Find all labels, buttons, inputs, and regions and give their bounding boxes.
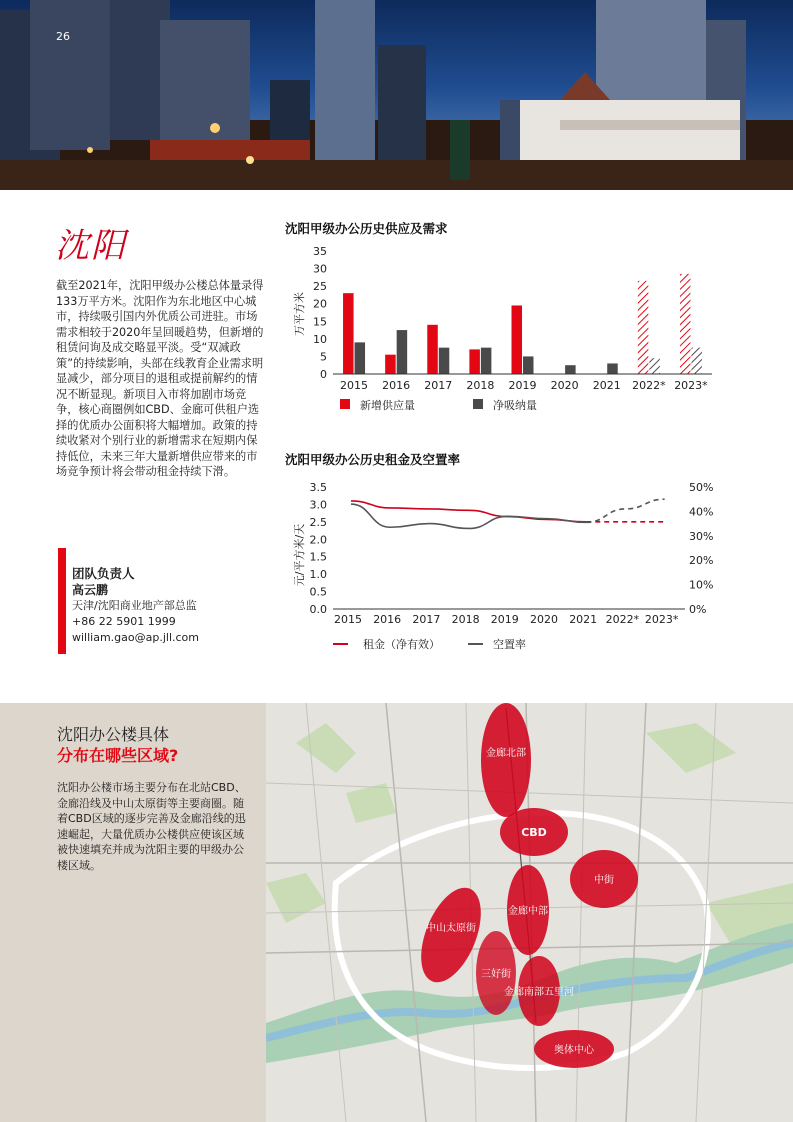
shenyang-office-map: [266, 703, 793, 1122]
chart1-ytick-label: 35: [313, 245, 327, 258]
chart1-bar-supply-2019: [512, 305, 523, 374]
chart1-xtick-label: 2016: [382, 379, 411, 392]
chart2-ytick-label: 1.0: [309, 568, 327, 582]
chart2-line-vacancy: [351, 504, 586, 528]
zone-label-olympic-center: 奥体中心: [554, 1045, 594, 1056]
chart1-xtick-label: 2020: [550, 379, 579, 392]
chart2-xtick-label: 2018: [451, 613, 480, 626]
chart2-title: 沈阳甲级办公历史租金及空置率: [285, 452, 461, 467]
zone-label-cbd: CBD: [521, 826, 547, 839]
map-canvas: [266, 703, 793, 1122]
zone-label-golden-corridor-north: 金廊北部: [486, 748, 526, 759]
chart1-bar-supply-2015: [343, 293, 354, 374]
section-title: 沈阳: [55, 226, 127, 266]
chart2-ylabel: 元/平方米/天: [293, 523, 306, 587]
chart1-bar-supply-2018: [469, 349, 480, 374]
chart1-xtick-label: 2021: [592, 379, 621, 392]
chart2-y2tick-label: 50%: [689, 481, 714, 494]
chart1-ytick-label: 30: [313, 262, 327, 276]
legend-label-rent: 租金（净有效）: [363, 638, 440, 651]
chart2-xtick-label: 2021: [569, 613, 598, 626]
zone-label-golden-corridor-south: 金廊南部五里河: [504, 987, 574, 998]
chart2-xtick-label: 2015: [334, 613, 362, 626]
chart1-bar-absorption-2019: [523, 356, 534, 374]
zone-label-zhongshan-taiyuan: 中山太原街: [426, 923, 476, 934]
team-lead-phone: +86 22 5901 1999: [72, 615, 176, 628]
chart2-line-rent: [351, 501, 586, 522]
chart1-bar-absorption-2023*: [691, 348, 702, 374]
legend-swatch-supply: [340, 399, 350, 409]
legend-label-absorption: 净吸纳量: [493, 399, 537, 412]
map-section-question-line1: 沈阳办公楼具体: [57, 725, 170, 744]
chart1-title: 沈阳甲级办公历史供应及需求: [285, 221, 448, 236]
zone-label-golden-corridor-central: 金廊中部: [508, 906, 548, 917]
team-accent-bar: [58, 548, 66, 654]
legend-swatch-absorption: [473, 399, 483, 409]
chart1-bar-absorption-2021: [607, 363, 618, 374]
legend-label-vacancy: 空置率: [493, 638, 526, 651]
team-lead-name: 高云鹏: [72, 583, 109, 597]
chart2-xtick-label: 2020: [530, 613, 558, 626]
team-lead-email[interactable]: william.gao@ap.jll.com: [72, 631, 200, 644]
chart2-xtick-label: 2019: [490, 613, 519, 626]
chart1-ytick-label: 25: [313, 280, 327, 294]
chart2-ytick-label: 2.5: [309, 515, 327, 529]
chart1-ytick-label: 20: [313, 297, 327, 311]
zone-label-sanhaojie: 三好街: [481, 969, 511, 980]
chart1-bar-absorption-2018: [481, 348, 492, 374]
chart1-ytick-label: 0: [320, 368, 327, 381]
zone-label-zhongjie: 中街: [594, 875, 614, 886]
chart2-y2tick-label: 10%: [689, 578, 714, 592]
chart1-bar-supply-2022*: [638, 281, 649, 374]
team-heading: 团队负责人: [72, 566, 135, 581]
chart1-bar-absorption-2022*: [649, 358, 660, 374]
chart1-bar-absorption-2020: [565, 365, 576, 374]
chart2-ytick-label: 2.0: [309, 533, 327, 547]
city-skyline-illustration: [0, 0, 793, 190]
map-section-question-line2: 分布在哪些区域?: [57, 746, 179, 765]
map-section-text: 沈阳办公楼市场主要分布在北站CBD、金廊沿线及中山太原街等主要商圈。随着CBD区域的逐步完善及金廊沿线的迅速崛起，大量优质办公楼供应使该区域被快速填充并成为沈阳主要的甲级办公楼区域。: [57, 781, 246, 872]
chart1-xtick-label: 2017: [424, 379, 453, 392]
chart1-bar-supply-2017: [427, 325, 438, 374]
zone-golden-corridor-north: [481, 703, 531, 817]
chart1-bar-supply-2016: [385, 355, 396, 374]
chart1-ytick-label: 10: [313, 332, 327, 346]
header-city-photo: [0, 0, 793, 190]
chart1-xtick-label: 2015: [340, 379, 369, 392]
chart2-y2tick-label: 0%: [689, 603, 707, 616]
chart2-ytick-label: 0.0: [309, 603, 327, 616]
chart2-xtick-label: 2023*: [644, 613, 679, 626]
chart1-ytick-label: 5: [320, 350, 327, 364]
chart1-bar-absorption-2017: [439, 348, 450, 374]
chart1-xtick-label: 2018: [466, 379, 495, 392]
page-number: 26: [56, 30, 70, 43]
chart2-y2tick-label: 30%: [689, 529, 714, 543]
chart1-xtick-label: 2023*: [674, 379, 708, 392]
chart1-bar-absorption-2016: [397, 330, 408, 374]
chart1-ylabel: 万平方米: [293, 292, 306, 336]
chart1-bar-absorption-2015: [355, 342, 366, 374]
chart2-line-vacancy-forecast: [586, 499, 664, 522]
chart2-ytick-label: 1.5: [309, 550, 327, 564]
chart1-xtick-label: 2022*: [632, 379, 666, 392]
chart2-xtick-label: 2016: [373, 613, 402, 626]
chart2-xtick-label: 2017: [412, 613, 441, 626]
chart2-y2tick-label: 20%: [689, 554, 714, 568]
team-contact-block: [72, 566, 199, 646]
team-lead-role: 天津/沈阳商业地产部总监: [72, 599, 197, 612]
legend-label-supply: 新增供应量: [360, 399, 415, 412]
chart2-xtick-label: 2022*: [605, 613, 640, 626]
chart2-ytick-label: 0.5: [309, 585, 327, 599]
chart2-y2tick-label: 40%: [689, 505, 714, 519]
chart1-bar-supply-2023*: [680, 274, 691, 374]
chart2-ytick-label: 3.0: [309, 498, 327, 512]
intro-paragraph: 截至2021年，沈阳甲级办公楼总体量录得133万平方米。沈阳作为东北地区中心城市，持续吸引国内外优质公司进驻。市场需求相较于2020年呈回暖趋势，但新增的租赁问询及成交略显平淡。受“双减政策”的持续影响，头部在线教育企业需求明显减少，部分项目的退租或提前解约的情况不断显现。新项目入市将加剧市场竞争，核心商圈例如CBD、金廊可供租户选择的优质办公面积将大幅增加。政策的持续收紧对个别行业的新增需求在短期内保持低位，未来三年大量新增供应带来的市场竞争预计将会带动租金持续下滑。: [56, 279, 264, 478]
chart1-ytick-label: 15: [313, 315, 327, 329]
chart2-ytick-label: 3.5: [309, 481, 327, 494]
chart1-xtick-label: 2019: [508, 379, 537, 392]
